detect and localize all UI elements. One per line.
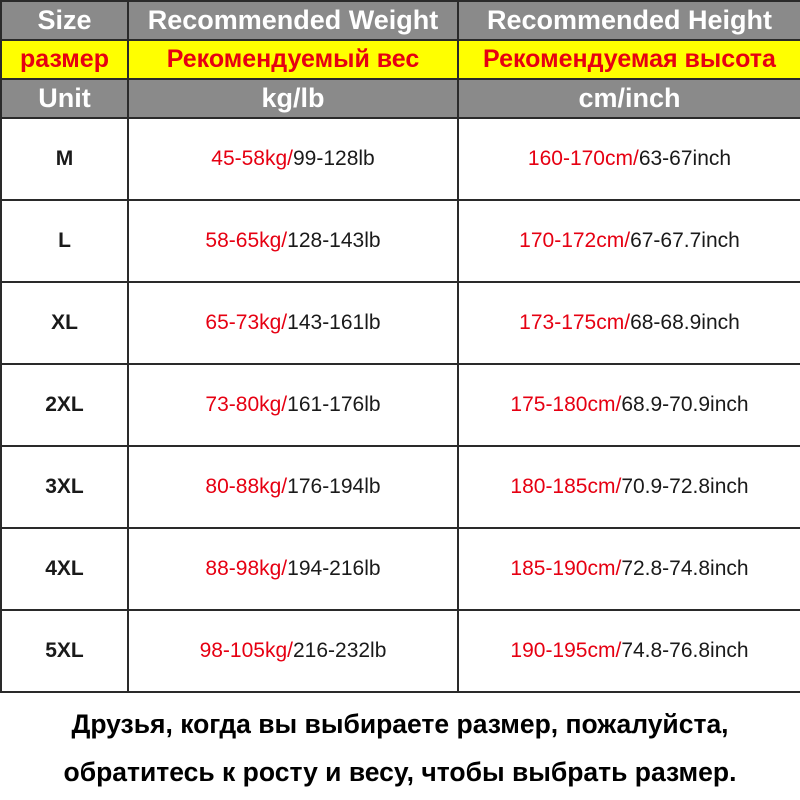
weight-cell (128, 118, 458, 200)
table-row (1, 528, 800, 610)
header-unit-weight: kg/lb (128, 79, 458, 118)
height-inch: 72.8-74.8inch (621, 557, 749, 580)
height-cell (458, 118, 800, 200)
size-cell: XL (1, 282, 128, 364)
table-row (1, 364, 800, 446)
weight-lb: 99-128lb (293, 147, 375, 170)
table-row (1, 446, 800, 528)
table-row (1, 282, 800, 364)
size-advice-line-1: Друзья, когда вы выбираете размер, пожалуйста, (71, 709, 729, 739)
size-cell: L (1, 200, 128, 282)
height-inch: 74.8-76.8inch (621, 639, 749, 662)
weight-kg: 58-65kg/ (205, 229, 288, 252)
header-row-english (1, 1, 800, 40)
header-unit: Unit (1, 79, 128, 118)
table-row (1, 118, 800, 200)
height-cm: 175-180cm/ (510, 393, 622, 416)
weight-kg: 65-73kg/ (205, 311, 288, 334)
weight-cell (128, 446, 458, 528)
height-inch: 63-67inch (638, 147, 732, 170)
height-cm: 170-172cm/ (519, 229, 631, 252)
header-height-ru: Рекомендуемая высота (458, 40, 800, 79)
height-inch: 70.9-72.8inch (621, 475, 749, 498)
header-weight-ru: Рекомендуемый вес (128, 40, 458, 79)
height-cell (458, 364, 800, 446)
height-inch: 67-67.7inch (630, 229, 740, 252)
size-cell: 4XL (1, 528, 128, 610)
weight-kg: 45-58kg/ (211, 147, 293, 170)
weight-cell (128, 200, 458, 282)
height-cm: 185-190cm/ (510, 557, 622, 580)
weight-kg: 88-98kg/ (205, 557, 288, 580)
header-row-russian (1, 40, 800, 79)
size-cell: 2XL (1, 364, 128, 446)
weight-cell (128, 610, 458, 692)
header-size: Size (1, 1, 128, 40)
height-cell (458, 528, 800, 610)
weight-lb: 216-232lb (292, 639, 387, 662)
header-recommended-weight: Recommended Weight (128, 1, 458, 40)
size-advice-note (0, 700, 800, 796)
height-cell (458, 200, 800, 282)
height-cell (458, 610, 800, 692)
size-cell: 3XL (1, 446, 128, 528)
table-row (1, 610, 800, 692)
size-rows (1, 118, 800, 692)
weight-cell (128, 364, 458, 446)
weight-lb: 161-176lb (287, 393, 381, 416)
size-cell: 5XL (1, 610, 128, 692)
weight-lb: 176-194lb (287, 475, 381, 498)
weight-lb: 194-216lb (287, 557, 381, 580)
height-inch: 68.9-70.9inch (621, 393, 749, 416)
height-cm: 180-185cm/ (510, 475, 622, 498)
size-advice-line-2: обратитесь к росту и весу, чтобы выбрать размер. (63, 757, 737, 787)
weight-cell (128, 528, 458, 610)
height-inch: 68-68.9inch (630, 311, 740, 334)
weight-kg: 98-105kg/ (199, 639, 293, 662)
weight-kg: 80-88kg/ (205, 475, 288, 498)
header-row-units (1, 79, 800, 118)
table-row (1, 200, 800, 282)
height-cm: 173-175cm/ (519, 311, 631, 334)
height-cell (458, 282, 800, 364)
weight-cell (128, 282, 458, 364)
height-cm: 160-170cm/ (527, 147, 639, 170)
header-recommended-height: Recommended Height (458, 1, 800, 40)
size-cell: M (1, 118, 128, 200)
height-cm: 190-195cm/ (510, 639, 622, 662)
header-size-ru: размер (1, 40, 128, 79)
header-unit-height: cm/inch (458, 79, 800, 118)
height-cell (458, 446, 800, 528)
weight-lb: 128-143lb (287, 229, 381, 252)
weight-lb: 143-161lb (287, 311, 381, 334)
weight-kg: 73-80kg/ (205, 393, 288, 416)
